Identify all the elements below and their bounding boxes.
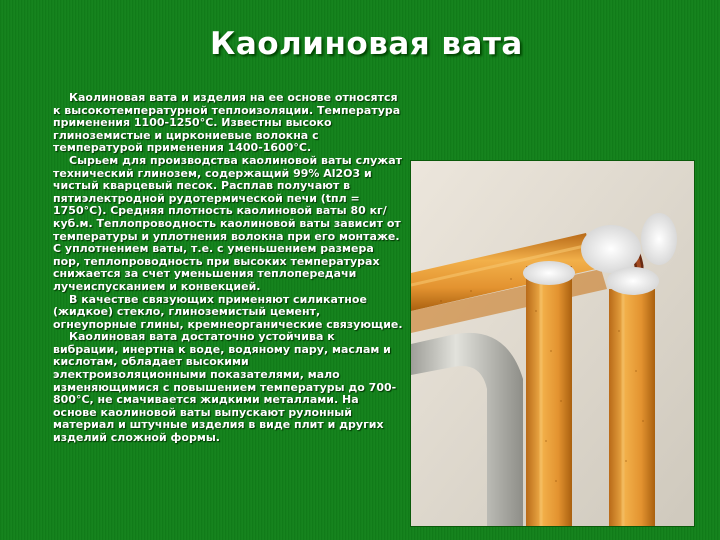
paragraph-binders: В качестве связующих применяют силикатное (жидкое) стекло, глиноземистый цемент, огнеупорные глины, кремнеорганические связующие. bbox=[53, 292, 403, 331]
slide-title: Каолиновая вата bbox=[210, 26, 523, 62]
paragraph-properties: Каолиновая вата достаточно устойчива к вибрации, инертна к воде, водяному пару, маслам и кислотам, обладает высокими электроизоляционными показателями, мало изменяющимися с повышением температуры до 700-800°С, не смачивается жидкими металлами. На основе каолиновой ваты выпускают рулонный материал и штучные изделия в виде плит и других изделий сложной формы. bbox=[53, 330, 397, 445]
paragraph-intro: Каолиновая вата и изделия на ее основе относятся к высокотемпературной теплоизоляции. Температура применения 1100-1250°С. Известны высоко глиноземистые и циркониевые волокна с температурой применения 1400-1600°С. bbox=[53, 91, 401, 155]
paragraph-raw-materials: Сырьем для производства каолиновой ваты служат технический глинозем, содержащий 99% Al2O3 и чистый кварцевый песок. Расплав получают в пятиэлектродной рудотермической печи (tпл = 1750°С). Средняя плотность каолиновой ваты 80 кг/куб.м. Теплопроводность каолиновой ваты зависит от температуры и уплотнения волокна при его монтаже. С уплотнением ваты, т.е. с уменьшением размера пор, теплопроводность при высоких температурах снижается за счет уменьшения теплопередачи лучеиспусканием и конвекцией. bbox=[53, 153, 403, 293]
slide-body bbox=[53, 92, 403, 445]
insulated-pipes-photo bbox=[410, 160, 695, 527]
